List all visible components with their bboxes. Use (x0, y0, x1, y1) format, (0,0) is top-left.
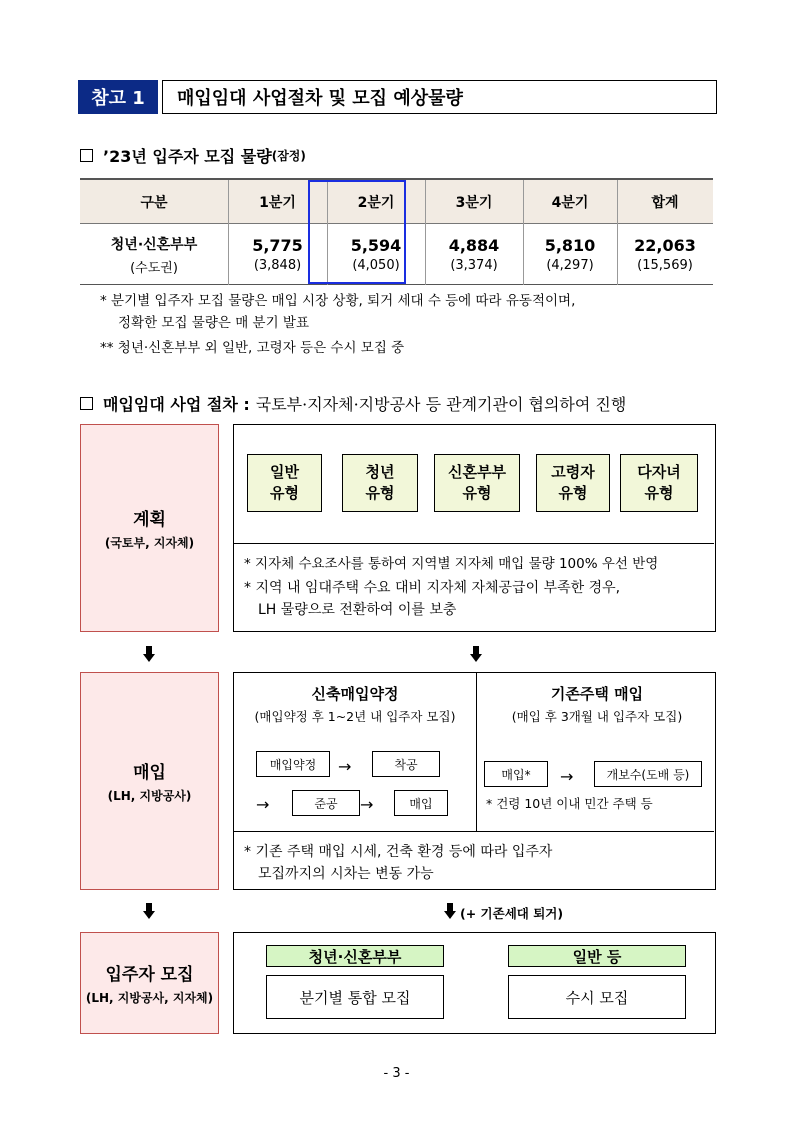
recruit-general-body: 수시 모집 (508, 975, 686, 1019)
table-cell-q1: 5,775 (3,848) (252, 236, 303, 273)
table-header-q2: 2분기 (357, 195, 395, 211)
stage-recruit (80, 932, 219, 1034)
move-out-label: (+ 기존세대 퇴거) (460, 906, 564, 921)
right-arrow-icon: → (256, 795, 270, 814)
section2-desc: 국토부·지자체·지방공사 등 관계기관이 협의하여 진행 (255, 395, 627, 414)
step-existing-purchase: 매입* (484, 761, 548, 787)
stage-buy-sub: (LH, 지방공사) (107, 789, 192, 803)
buy-content (233, 672, 716, 890)
q1-highlight-frame (308, 180, 406, 284)
table-cell-total: 22,063 (15,569) (634, 236, 696, 273)
stage-plan-sub: (국토부, 지자체) (104, 536, 195, 550)
recruitment-table (80, 178, 713, 285)
table-header-q4: 4분기 (551, 195, 589, 211)
table-row-label: 청년·신혼부부 (110, 236, 198, 253)
plan-note-1: * 지자체 수요조사를 통하여 지역별 지자체 매입 물량 100% 우선 반영 (244, 556, 659, 572)
step-purchase: 매입 (394, 790, 448, 816)
stage-recruit-sub: (LH, 지방공사, 지자체) (85, 991, 214, 1005)
table-header-category: 구분 (140, 195, 168, 211)
section1-heading (80, 144, 306, 167)
type-newlywed: 신혼부부 유형 (434, 454, 520, 512)
down-arrow-icon (444, 903, 456, 919)
table-cell-q4: 5,810 (4,297) (544, 236, 596, 273)
new-build-sub: (매입약정 후 1~2년 내 입주자 모집) (254, 709, 456, 724)
table-header-total: 합계 (651, 195, 679, 211)
table-cell-q2: 5,594 (4,050) (350, 236, 402, 273)
type-youth: 청년 유형 (342, 454, 418, 512)
stage-recruit-title: 입주자 모집 (105, 965, 194, 985)
note-2: ** 청년·신혼부부 외 일반, 고령자 등은 수시 모집 중 (100, 340, 405, 356)
type-elderly: 고령자 유형 (536, 454, 610, 512)
stage-plan (80, 424, 219, 632)
step-purchase-agreement: 매입약정 (256, 751, 330, 777)
plan-note-2-line2: LH 물량으로 전환하여 이를 보충 (258, 602, 457, 618)
reference-badge: 참고 1 (78, 80, 158, 114)
checkbox-square-icon (80, 149, 93, 162)
stage-buy-title: 매입 (133, 763, 166, 783)
new-build-title: 신축매입약정 (311, 685, 399, 703)
down-arrow-icon (470, 646, 482, 662)
down-arrow-icon (143, 903, 155, 919)
section1-suffix: (잠정) (271, 149, 306, 163)
table-cell-q3: 4,884 (3,374) (448, 236, 500, 273)
table-row-label-cell (80, 224, 228, 285)
stage-buy (80, 672, 219, 890)
table-header-q3: 3분기 (455, 195, 493, 211)
note-1-line1: * 분기별 입주자 모집 물량은 매입 시장 상황, 퇴거 세대 수 등에 따라 유동적이며, (100, 293, 576, 309)
buy-note-line1: * 기존 주택 매입 시세, 건축 환경 등에 따라 입주자 (244, 844, 553, 860)
table-header-q1: 1분기 (259, 195, 296, 211)
note-1-line2: 정확한 모집 물량은 매 분기 발표 (118, 315, 309, 331)
existing-house-title: 기존주택 매입 (550, 685, 644, 703)
recruit-general-head: 일반 등 (508, 945, 686, 967)
step-renovation: 개보수(도배 등) (594, 761, 702, 787)
section2-heading (80, 392, 626, 415)
section2-title: 매입임대 사업 절차 : (103, 395, 250, 414)
right-arrow-icon: → (560, 767, 574, 786)
existing-house-sub: (매입 후 3개월 내 입주자 모집) (511, 709, 683, 724)
page-title: 매입임대 사업절차 및 모집 예상물량 (162, 80, 717, 114)
recruit-youth-body: 분기별 통합 모집 (266, 975, 444, 1019)
stage-plan-title: 계획 (133, 510, 166, 530)
right-arrow-icon: → (360, 795, 374, 814)
section1-title: ’23년 입주자 모집 물량 (103, 147, 272, 166)
buy-note-line2: 모집까지의 시차는 변동 가능 (258, 866, 434, 882)
page-number: - 3 - (383, 1066, 410, 1081)
down-arrow-icon (143, 646, 155, 662)
checkbox-square-icon (80, 397, 93, 410)
step-completion: 준공 (292, 790, 360, 816)
type-multichild: 다자녀 유형 (620, 454, 698, 512)
right-arrow-icon: → (338, 757, 352, 776)
existing-house-note: * 건령 10년 이내 민간 주택 등 (486, 796, 653, 811)
step-construction-start: 착공 (372, 751, 440, 777)
plan-note-2-line1: * 지역 내 임대주택 수요 대비 지자체 자체공급이 부족한 경우, (244, 580, 621, 596)
recruit-content (233, 932, 716, 1034)
type-general: 일반 유형 (247, 454, 322, 512)
table-row-sublabel: (수도권) (130, 260, 178, 276)
recruit-youth-head: 청년·신혼부부 (266, 945, 444, 967)
plan-content (233, 424, 716, 632)
